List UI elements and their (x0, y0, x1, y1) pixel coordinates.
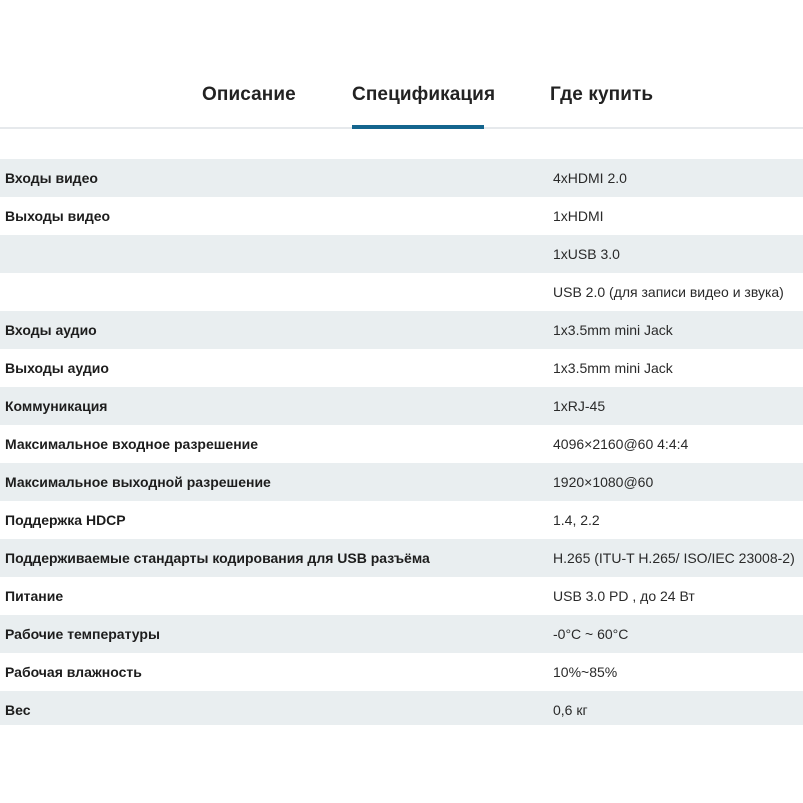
spec-row (0, 387, 803, 425)
spec-value: USB 3.0 PD , до 24 Вт (553, 588, 695, 604)
spec-value: 0,6 кг (553, 702, 588, 718)
spec-value: 10%~85% (553, 664, 618, 680)
tab-specification[interactable]: Спецификация (352, 84, 496, 105)
spec-value: 1920×1080@60 (553, 474, 654, 490)
spec-value: 1xHDMI (553, 208, 604, 224)
spec-row (0, 425, 803, 463)
spec-row (0, 577, 803, 615)
spec-value: USB 2.0 (для записи видео и звука) (553, 284, 784, 300)
spec-value: 1x3.5mm mini Jack (553, 360, 673, 376)
spec-label: Коммуникация (5, 398, 108, 414)
spec-row (0, 311, 803, 349)
spec-label: Максимальное входное разрешение (5, 436, 259, 452)
spec-label: Рабочие температуры (5, 626, 160, 642)
spec-row (0, 653, 803, 691)
spec-label: Поддерживаемые стандарты кодирования для USB разъёма (5, 550, 430, 566)
tab-where-to-buy[interactable]: Где купить (550, 84, 654, 105)
spec-value: 1x3.5mm mini Jack (553, 322, 673, 338)
spec-row (0, 691, 803, 725)
spec-row (0, 159, 803, 197)
spec-label: Входы аудио (5, 322, 97, 338)
spec-label: Максимальное выходной разрешение (5, 474, 271, 490)
spec-row (0, 463, 803, 501)
spec-row (0, 273, 803, 311)
spec-row (0, 235, 803, 273)
spec-label: Питание (5, 588, 64, 604)
spec-label: Рабочая влажность (5, 664, 142, 680)
spec-row (0, 197, 803, 235)
spec-value: 1xRJ-45 (553, 398, 606, 414)
spec-value: 4096×2160@60 4:4:4 (553, 436, 689, 452)
spec-label: Выходы видео (5, 208, 111, 224)
spec-value: 1xUSB 3.0 (553, 246, 620, 262)
spec-row (0, 615, 803, 653)
spec-label: Выходы аудио (5, 360, 109, 376)
spec-label: Вес (5, 702, 31, 718)
spec-row (0, 539, 803, 577)
spec-value: 4xHDMI 2.0 (553, 170, 627, 186)
spec-label: Входы видео (5, 170, 98, 186)
spec-row (0, 349, 803, 387)
spec-value: H.265 (ITU-T H.265/ ISO/IEC 23008-2) (553, 550, 795, 566)
active-tab-indicator (352, 125, 484, 129)
spec-value: 1.4, 2.2 (553, 512, 600, 528)
spec-row (0, 501, 803, 539)
tab-description[interactable]: Описание (202, 84, 296, 105)
spec-label: Поддержка HDCP (5, 512, 126, 528)
spec-table (0, 159, 803, 725)
spec-value: -0°C ~ 60°C (553, 626, 629, 642)
tab-bar (0, 0, 803, 129)
